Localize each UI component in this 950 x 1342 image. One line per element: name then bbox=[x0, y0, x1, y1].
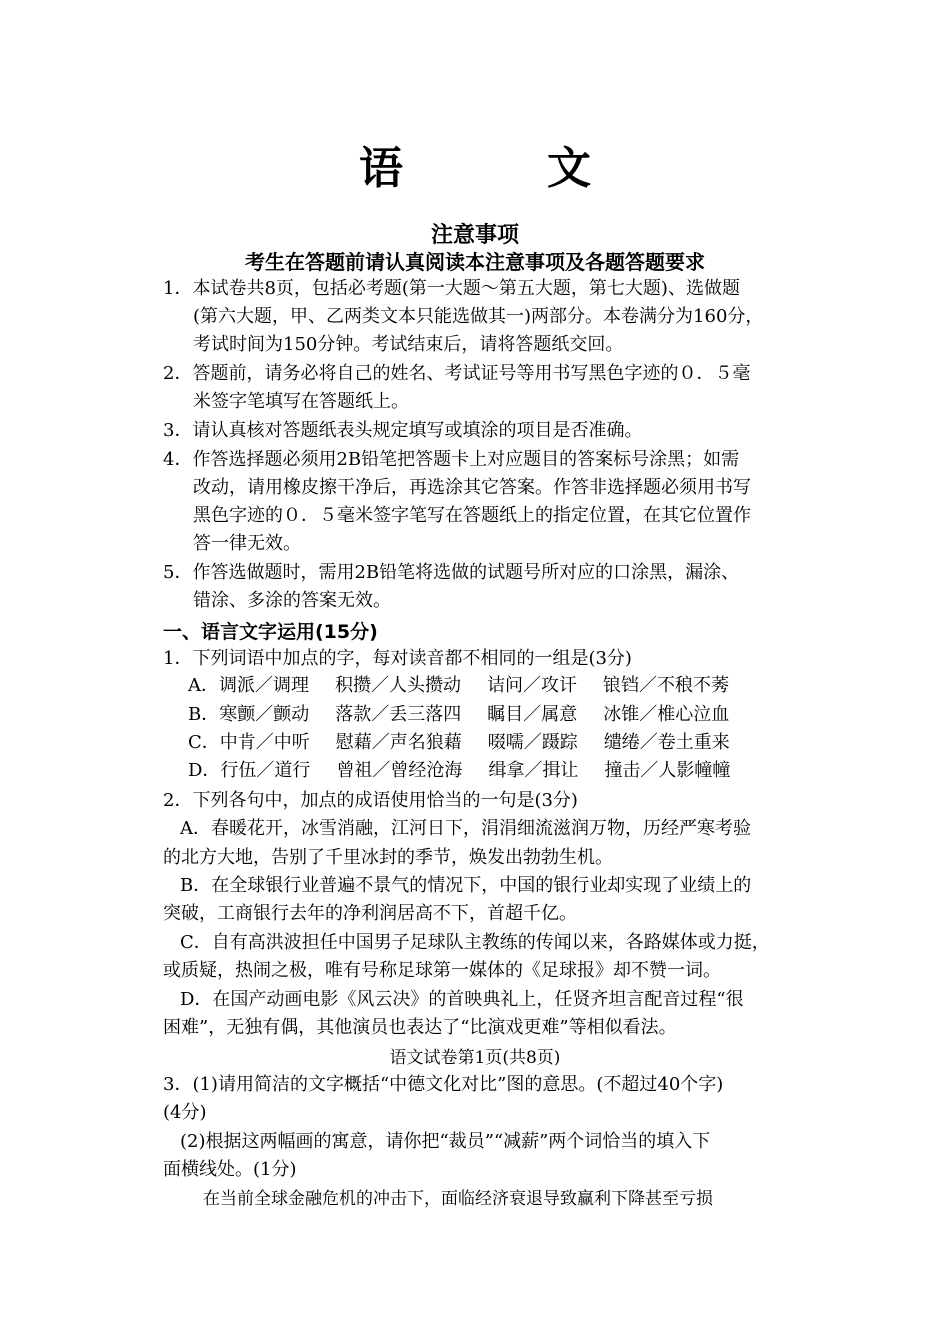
option-word-pair: 积攒／人头攒动 bbox=[335, 675, 461, 696]
option-word-pair: 落款／丢三落四 bbox=[335, 704, 462, 725]
question-1-stem: 1．下列词语中加点的字，每对读音都不相同的一组是(3分) bbox=[163, 648, 632, 669]
question-3-part-2-cont: 面横线处。(1分) bbox=[163, 1159, 297, 1180]
option-letter: C． bbox=[188, 732, 220, 753]
question-1-option-row bbox=[188, 757, 730, 785]
question-2-option-d: D．在国产动画电影《风云决》的首映典礼上，任贤齐坦言配音过程“很 bbox=[180, 989, 744, 1010]
option-word-pair: 中肯／中听 bbox=[219, 732, 310, 753]
note-line: 错涂、多涂的答案无效。 bbox=[193, 590, 391, 611]
question-3-part-2: (2)根据这两幅画的寓意，请你把“裁员”“减薪”两个词恰当的填入下 bbox=[180, 1131, 711, 1152]
question-2-option-c-cont: 或质疑，热闹之极，唯有号称足球第一媒体的《足球报》却不赞一词。 bbox=[163, 960, 721, 981]
page-title: 语 文 bbox=[359, 143, 641, 194]
note-line: 3．请认真核对答题纸表头规定填写或填涂的项目是否准确。 bbox=[163, 420, 643, 441]
option-word-pair: 缱绻／卷土重来 bbox=[603, 732, 730, 753]
section-heading: 一、语言文字运用(15分) bbox=[163, 621, 378, 643]
question-2-option-d-cont: 困难”，无独有偶，其他演员也表达了“比演戏更难”等相似看法。 bbox=[163, 1017, 677, 1038]
note-line: 4．作答选择题必须用2B铅笔把答题卡上对应题目的答案标号涂黑；如需 bbox=[163, 449, 740, 470]
note-line: 答一律无效。 bbox=[193, 533, 301, 554]
note-line: 考试时间为150分钟。考试结束后，请将答题纸交回。 bbox=[193, 334, 624, 355]
option-word-pair: 调派／调理 bbox=[219, 675, 309, 696]
question-2-option-a-cont: 的北方大地，告别了千里冰封的季节，焕发出勃勃生机。 bbox=[163, 847, 613, 868]
option-letter: D． bbox=[188, 760, 221, 781]
note-line: 5．作答选做题时，需用2B铅笔将选做的试题号所对应的口涂黑，漏涂、 bbox=[163, 562, 740, 583]
option-letter: B． bbox=[188, 704, 220, 725]
question-2-option-b-cont: 突破，工商银行去年的净利润居高不下，首超千亿。 bbox=[163, 903, 577, 924]
question-1-option-row bbox=[188, 701, 729, 729]
option-word-pair: 缉拿／揖让 bbox=[488, 760, 579, 781]
note-line: (第六大题，甲、乙两类文本只能选做其一)两部分。本卷满分为160分， bbox=[193, 306, 764, 327]
option-word-pair: 行伍／道行 bbox=[220, 760, 311, 781]
option-word-pair: 撞击／人影幢幢 bbox=[604, 760, 731, 781]
option-word-pair: 冰锥／椎心泣血 bbox=[603, 704, 730, 725]
page-footer: 语文试卷第1页(共8页) bbox=[389, 1048, 561, 1068]
note-line: 米签字笔填写在答题纸上。 bbox=[193, 391, 409, 412]
question-2-option-b: B．在全球银行业普遍不景气的情况下，中国的银行业却实现了业绩上的 bbox=[180, 875, 752, 896]
question-3-passage: 在当前全球金融危机的冲击下，面临经济衰退导致赢利下降甚至亏损 bbox=[203, 1189, 713, 1209]
option-word-pair: 慰藉／声名狼藉 bbox=[335, 732, 462, 753]
option-word-pair: 寒颤／颤动 bbox=[219, 704, 310, 725]
notes-title: 注意事项 bbox=[430, 223, 519, 248]
option-word-pair: 瞩目／属意 bbox=[487, 704, 578, 725]
note-line: 2．答题前，请务必将自己的姓名、考试证号等用书写黑色字迹的０．５毫 bbox=[163, 363, 751, 384]
question-3-part-1: 3．(1)请用简洁的文字概括“中德文化对比”图的意思。(不超过40个字) bbox=[163, 1074, 724, 1095]
option-word-pair: 曾祖／曾经沧海 bbox=[336, 760, 463, 781]
question-3-part-1-score: (4分) bbox=[163, 1102, 207, 1123]
note-line: 改动，请用橡皮擦干净后，再选涂其它答案。作答非选择题必须用书写 bbox=[193, 477, 751, 498]
option-letter: A． bbox=[188, 675, 219, 696]
notes-subtitle: 考生在答题前请认真阅读本注意事项及各题答题要求 bbox=[245, 250, 705, 274]
question-1-option-row bbox=[188, 672, 729, 700]
question-2-stem: 2．下列各句中，加点的成语使用恰当的一句是(3分) bbox=[163, 790, 578, 811]
option-word-pair: 啜嚅／蹑踪 bbox=[487, 732, 578, 753]
note-line: 黑色字迹的０．５毫米签字笔写在答题纸上的指定位置，在其它位置作 bbox=[193, 505, 751, 526]
question-1-option-row bbox=[188, 729, 730, 757]
question-2-option-a: A．春暖花开，冰雪消融，江河日下，涓涓细流滋润万物，历经严寒考验 bbox=[180, 818, 751, 839]
option-word-pair: 诘问／攻讦 bbox=[487, 675, 577, 696]
option-word-pair: 锒铛／不稂不莠 bbox=[603, 675, 729, 696]
note-line: 1．本试卷共8页，包括必考题(第一大题～第五大题，第七大题)、选做题 bbox=[163, 278, 740, 299]
question-2-option-c: C．自有高洪波担任中国男子足球队主教练的传闻以来，各路媒体或力挺， bbox=[180, 932, 770, 953]
